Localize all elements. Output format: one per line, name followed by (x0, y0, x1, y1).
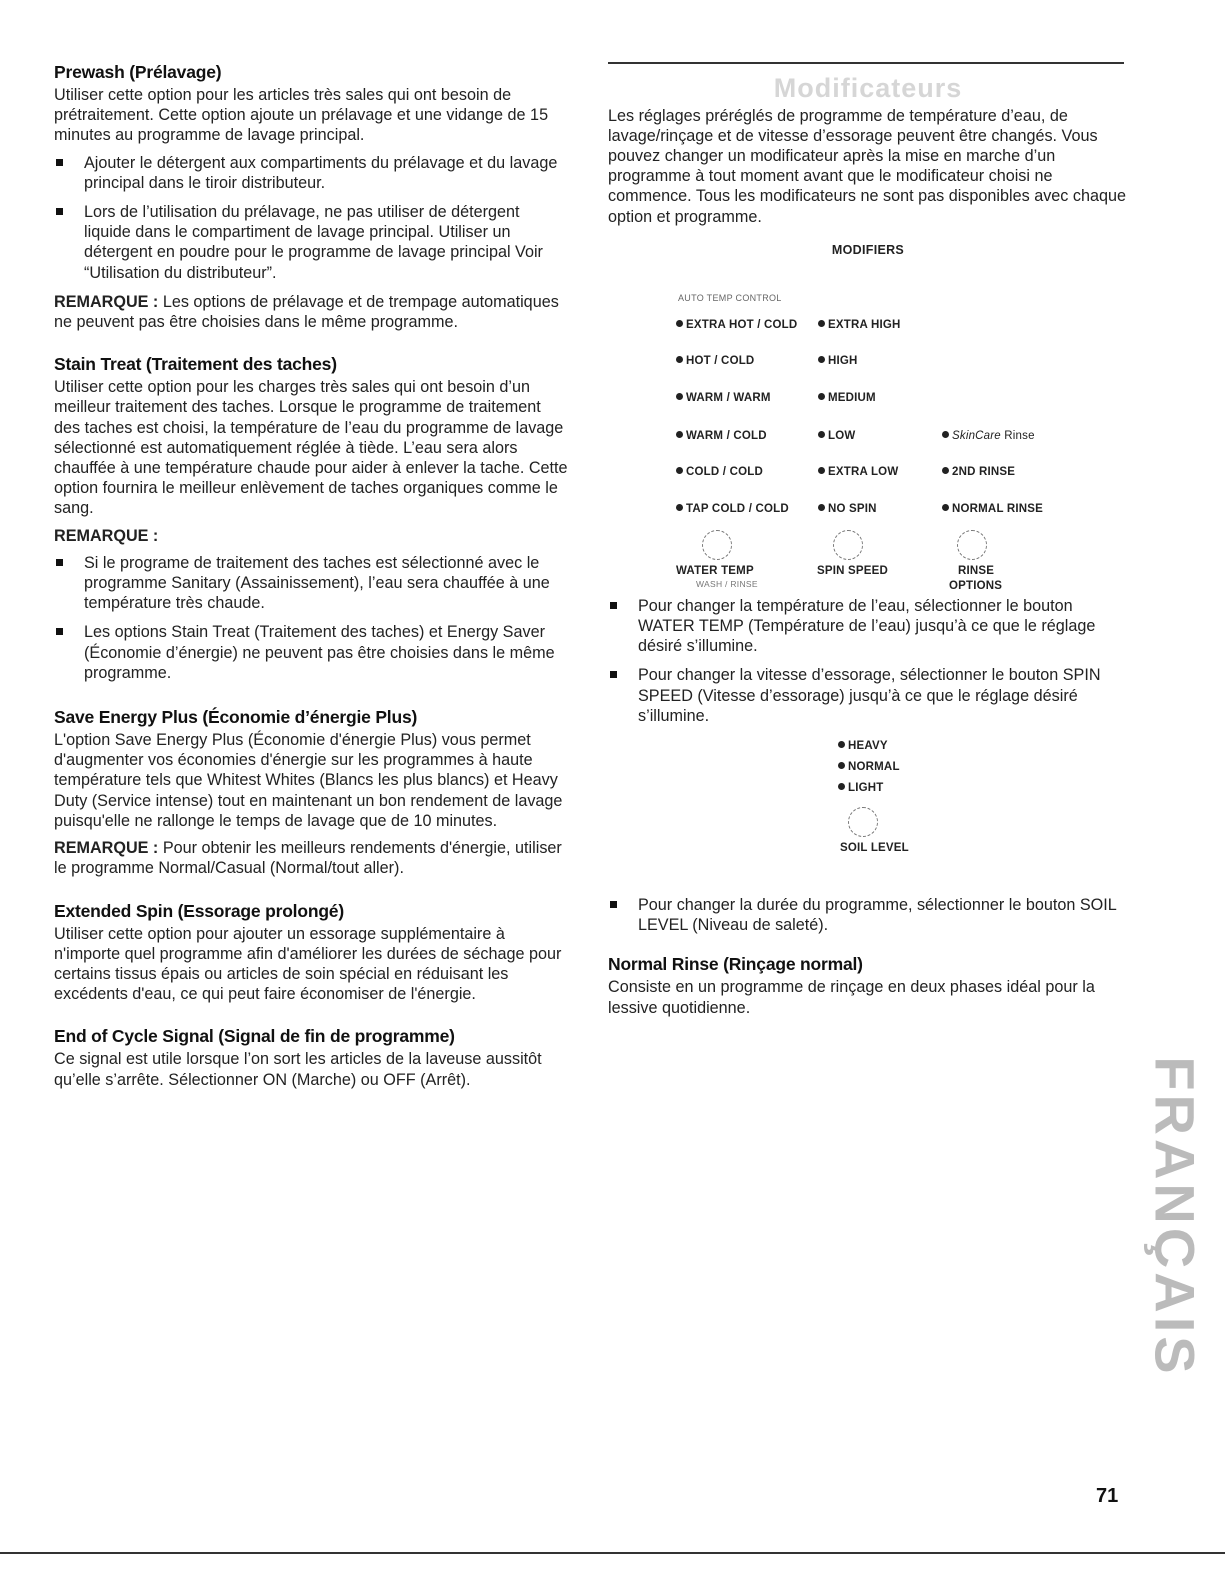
option-hot-cold: HOT / COLD (676, 355, 754, 367)
option-extra-high: EXTRA HIGH (818, 319, 901, 331)
water-temp-label: WATER TEMP (676, 564, 754, 577)
normal-rinse-text: Consiste en un programme de rinçage en deux phases idéal pour la lessive quotidienne. (608, 978, 1095, 1017)
indicator-light-icon (942, 431, 949, 438)
right-column (608, 62, 1128, 1025)
modifiers-intro: Les réglages préréglés de programme de température d’eau, de lavage/rinçage et de vitesse d’essorage peuvent être changés. Vous pouvez changer un modificateur après la mise en marche d’un programme à tout moment avant que le modificateur choisi ne commence. Tous les modificateurs ne sont pas disponibles avec chaque option et programme. (608, 106, 1126, 226)
list-item: Les options Stain Treat (Traitement des taches) et Energy Saver (Économie d’énergie) ne peuvent pas être choisies dans le même programme. (54, 622, 568, 683)
option-medium: MEDIUM (818, 392, 876, 404)
soil-bullets (608, 895, 1128, 935)
list-item: Pour changer la vitesse d’essorage, sélectionner le bouton SPIN SPEED (Vitesse d’essorage) jusqu’à ce que le réglage désiré s’illumine. (608, 665, 1128, 726)
indicator-light-icon (818, 504, 825, 511)
extended-spin-intro: Utiliser cette option pour ajouter un essorage supplémentaire à n'importe quel programme afin d'améliorer les durées de séchage pour certains tissus épais ou articles de soin spécial en réduisant les excédents d'eau, ce qui peut faire économiser de l'énergie. (54, 924, 562, 1004)
extended-spin-heading: Extended Spin (Essorage prolongé) (54, 900, 344, 921)
list-item: Lors de l’utilisation du prélavage, ne pas utiliser de détergent liquide dans le compartiment de lavage principal. Utiliser un détergent en poudre pour le programme de lavage principal Voir “Utilisation du distributeur”. (54, 202, 568, 283)
list-item: Ajouter le détergent aux compartiments du prélavage et du lavage principal dans le tiroir distributeur. (54, 153, 568, 193)
indicator-light-icon (676, 320, 683, 327)
water-temp-sublabel: WASH / RINSE (696, 578, 758, 589)
indicator-light-icon (818, 393, 825, 400)
square-bullet-icon (610, 901, 617, 908)
rinse-options-button[interactable] (957, 530, 987, 560)
prewash-intro: Utiliser cette option pour les articles très sales qui ont besoin de prétraitement. Cette option ajoute un prélavage et une vidange de 15 minutes au programme de lavage principal. (54, 86, 549, 145)
option-skincare-rinse: SkinCare Rinse (942, 430, 1035, 442)
section-divider (608, 62, 1124, 64)
indicator-light-icon (838, 762, 845, 769)
list-item: Si le programe de traitement des taches est sélectionné avec le programme Sanitary (Assainissement), l’eau sera chauffée à une température très chaude. (54, 553, 568, 614)
indicator-light-icon (818, 320, 825, 327)
indicator-light-icon (838, 741, 845, 748)
soil-level-button[interactable] (848, 807, 878, 837)
indicator-light-icon (942, 504, 949, 511)
stain-treat-intro: Utiliser cette option pour les charges très sales qui ont besoin d’un meilleur traitement des taches. Lorsque le programme de traitement des taches est choisi, la température de l’eau du programme de lavage sélectionné est automatiquement réglée à tiède. L’eau sera alors chauffée à une température chaude pour aider à enlever la tache. Cette option fournira le meilleur enlèvement de taches organiques comme le sang. (54, 378, 568, 518)
option-2nd-rinse: 2ND RINSE (942, 466, 1015, 478)
option-extra-hot-cold: EXTRA HOT / COLD (676, 319, 797, 331)
language-side-tab: FRANÇAIS (1143, 1056, 1207, 1378)
stain-treat-note: REMARQUE : (54, 526, 159, 545)
soil-level-panel (608, 735, 1128, 895)
indicator-light-icon (818, 356, 825, 363)
save-energy-note: REMARQUE : Pour obtenir les meilleurs rendements d'énergie, utiliser le programme Normal/Casual (Normal/tout aller). (54, 839, 562, 878)
indicator-light-icon (838, 783, 845, 790)
stain-treat-heading: Stain Treat (Traitement des taches) (54, 354, 337, 375)
stain-treat-bullets (54, 553, 568, 683)
rinse-label: RINSE (958, 564, 995, 577)
auto-temp-label: AUTO TEMP CONTROL (678, 292, 782, 303)
square-bullet-icon (610, 671, 617, 678)
option-no-spin: NO SPIN (818, 503, 877, 515)
modifier-bullets (608, 596, 1128, 726)
square-bullet-icon (610, 602, 617, 609)
save-energy-heading: Save Energy Plus (Économie d’énergie Plus) (54, 707, 418, 728)
option-tap-cold-cold: TAP COLD / COLD (676, 503, 789, 515)
option-heavy: HEAVY (838, 740, 888, 752)
indicator-light-icon (676, 393, 683, 400)
square-bullet-icon (56, 559, 63, 566)
save-energy-intro: L'option Save Energy Plus (Économie d'énergie Plus) vous permet d'augmenter vos économies d'énergie sur les programmes à haute température tels que Whitest Whites (Blancs les plus blancs) et Heavy Duty (Service intense) tout en maintenant un bon rendement de lavage puisqu'elle ne rallonge le temps de lavage que de 10 minutes. (54, 731, 563, 830)
option-normal-rinse: NORMAL RINSE (942, 503, 1043, 515)
indicator-light-icon (818, 431, 825, 438)
prewash-bullets (54, 153, 568, 283)
option-warm-cold: WARM / COLD (676, 430, 767, 442)
modifiers-heading: MODIFIERS (831, 242, 905, 257)
option-light: LIGHT (838, 782, 884, 794)
list-item: Pour changer la durée du programme, sélectionner le bouton SOIL LEVEL (Niveau de saleté). (608, 895, 1128, 935)
prewash-note: REMARQUE : Les options de prélavage et de trempage automatiques ne peuvent pas être choisies dans le même programme. (54, 292, 559, 332)
option-low: LOW (818, 430, 855, 442)
modifiers-title: Modificateurs (773, 72, 963, 103)
square-bullet-icon (56, 159, 63, 166)
water-temp-button[interactable] (702, 530, 732, 560)
prewash-heading: Prewash (Prélavage) (54, 62, 222, 82)
spin-speed-button[interactable] (833, 530, 863, 560)
option-cold-cold: COLD / COLD (676, 466, 763, 478)
normal-rinse-heading: Normal Rinse (Rinçage normal) (608, 954, 863, 975)
page-number: 71 (1096, 1485, 1119, 1507)
option-high: HIGH (818, 355, 858, 367)
list-item: Pour changer la température de l’eau, sélectionner le bouton WATER TEMP (Température de l’eau) jusqu’à ce que le réglage désiré s’illumine. (608, 596, 1128, 657)
square-bullet-icon (56, 628, 63, 635)
modifiers-panel (608, 242, 1128, 592)
indicator-light-icon (676, 356, 683, 363)
indicator-light-icon (676, 504, 683, 511)
option-warm-warm: WARM / WARM (676, 392, 771, 404)
bottom-divider (0, 1552, 1225, 1554)
indicator-light-icon (676, 431, 683, 438)
indicator-light-icon (942, 467, 949, 474)
indicator-light-icon (818, 467, 825, 474)
end-cycle-intro: Ce signal est utile lorsque l’on sort les articles de la laveuse aussitôt qu’elle s’arrête. Sélectionner ON (Marche) ou OFF (Arrêt). (54, 1050, 542, 1089)
option-extra-low: EXTRA LOW (818, 466, 898, 478)
spin-speed-label: SPIN SPEED (817, 564, 889, 577)
square-bullet-icon (56, 208, 63, 215)
left-column (54, 62, 568, 1097)
indicator-light-icon (676, 467, 683, 474)
option-normal: NORMAL (838, 761, 900, 773)
options-label: OPTIONS (949, 579, 1003, 592)
end-cycle-heading: End of Cycle Signal (Signal de fin de programme) (54, 1026, 455, 1047)
soil-level-label: SOIL LEVEL (840, 841, 909, 854)
